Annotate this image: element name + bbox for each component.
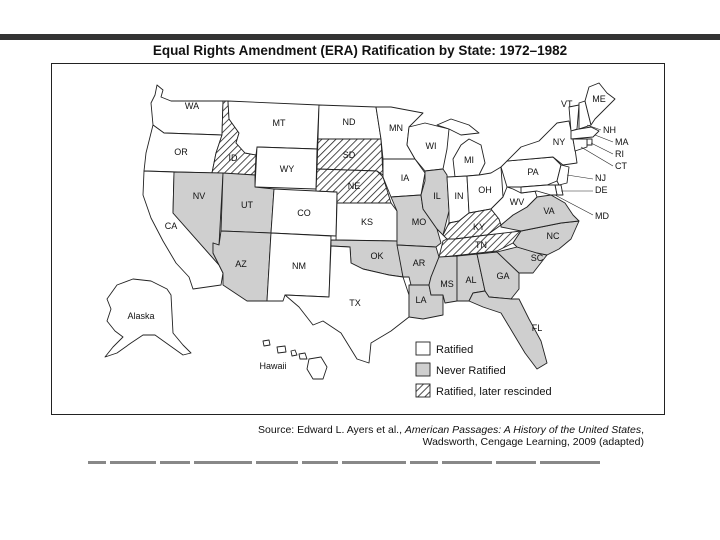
svg-text:KS: KS: [360, 217, 374, 227]
svg-text:MD: MD: [595, 211, 609, 221]
source-citation-line2: Wadsworth, Cengage Learning, 2009 (adapted): [422, 436, 644, 448]
legend-swatch-ratified: [416, 342, 430, 355]
svg-text:Ratified: Ratified: [436, 344, 474, 356]
svg-text:MI: MI: [464, 155, 474, 165]
state-DE: [555, 185, 608, 195]
svg-text:MS: MS: [440, 279, 454, 289]
state-MT: [228, 101, 319, 155]
svg-text:WI: WI: [425, 141, 437, 151]
svg-text:MA: MA: [615, 137, 629, 147]
svg-text:CO: CO: [297, 208, 311, 218]
state-WY: [255, 147, 317, 189]
map-title: Equal Rights Amendment (ERA) Ratification by State: 1972–1982: [152, 43, 568, 58]
state-ND: [318, 105, 381, 139]
svg-text:NJ: NJ: [595, 173, 606, 183]
svg-text:CA: CA: [164, 221, 178, 231]
svg-text:NH: NH: [603, 125, 616, 135]
state-PA: [501, 157, 561, 187]
svg-text:NC: NC: [546, 231, 560, 241]
legend-item-never-ratified: [416, 363, 506, 377]
svg-text:WA: WA: [184, 101, 200, 111]
svg-text:FL: FL: [531, 323, 543, 333]
svg-text:UT: UT: [241, 200, 253, 210]
svg-text:CT: CT: [615, 161, 627, 171]
svg-text:OH: OH: [478, 185, 492, 195]
legend-swatch-rescinded: [416, 384, 430, 397]
state-Hawaii: [259, 340, 327, 379]
svg-text:TN: TN: [475, 240, 487, 250]
svg-text:VA: VA: [543, 206, 555, 216]
svg-text:Never Ratified: Never Ratified: [436, 365, 506, 377]
cut-off-text-line: [88, 461, 648, 465]
svg-text:IA: IA: [400, 173, 410, 183]
svg-text:NM: NM: [292, 261, 306, 271]
state-KS: [336, 203, 397, 241]
svg-text:OK: OK: [370, 251, 384, 261]
svg-text:AZ: AZ: [235, 259, 247, 269]
svg-text:RI: RI: [615, 149, 624, 159]
state-NM: [267, 233, 331, 301]
svg-text:AL: AL: [465, 275, 477, 285]
svg-text:PA: PA: [527, 167, 539, 177]
state-Alaska: [105, 279, 191, 357]
top-divider-bar: [0, 34, 720, 40]
svg-text:GA: GA: [496, 271, 510, 281]
source-citation-line1: Source: Edward L. Ayers et al., American Passages: A History of the United States,: [258, 424, 644, 436]
svg-text:ID: ID: [228, 153, 238, 163]
svg-text:Ratified, later rescinded: Ratified, later rescinded: [436, 386, 552, 398]
svg-text:NE: NE: [347, 181, 361, 191]
state-WA: [151, 85, 223, 135]
state-CO: [271, 189, 337, 236]
svg-text:MN: MN: [389, 123, 403, 133]
svg-text:WV: WV: [509, 197, 525, 207]
svg-text:AR: AR: [412, 258, 426, 268]
svg-text:SC: SC: [530, 253, 544, 263]
svg-text:Alaska: Alaska: [127, 311, 155, 321]
svg-text:MO: MO: [411, 217, 427, 227]
svg-text:IN: IN: [454, 191, 464, 201]
state-AZ: [213, 231, 271, 301]
state-FL: [469, 291, 547, 369]
svg-text:SD: SD: [342, 150, 356, 160]
state-NY: [507, 121, 577, 165]
svg-text:DE: DE: [595, 185, 608, 195]
svg-text:VT: VT: [561, 99, 573, 109]
svg-text:ND: ND: [342, 117, 356, 127]
us-era-map: [51, 63, 665, 415]
svg-text:KY: KY: [472, 222, 486, 232]
state-IA: [383, 159, 425, 197]
legend-swatch-never-ratified: [416, 363, 430, 376]
svg-text:OR: OR: [174, 147, 188, 157]
svg-text:TX: TX: [349, 298, 361, 308]
svg-text:ME: ME: [592, 94, 606, 104]
state-ME: [585, 83, 615, 125]
svg-text:Hawaii: Hawaii: [259, 361, 287, 371]
state-NJ: [557, 165, 606, 185]
legend-item-rescinded: [416, 384, 552, 398]
svg-text:NV: NV: [192, 191, 206, 201]
svg-text:NY: NY: [552, 137, 566, 147]
svg-text:MT: MT: [272, 118, 286, 128]
svg-text:LA: LA: [415, 295, 427, 305]
legend-item-ratified: [416, 342, 473, 356]
svg-text:IL: IL: [433, 191, 441, 201]
svg-text:WY: WY: [279, 164, 295, 174]
